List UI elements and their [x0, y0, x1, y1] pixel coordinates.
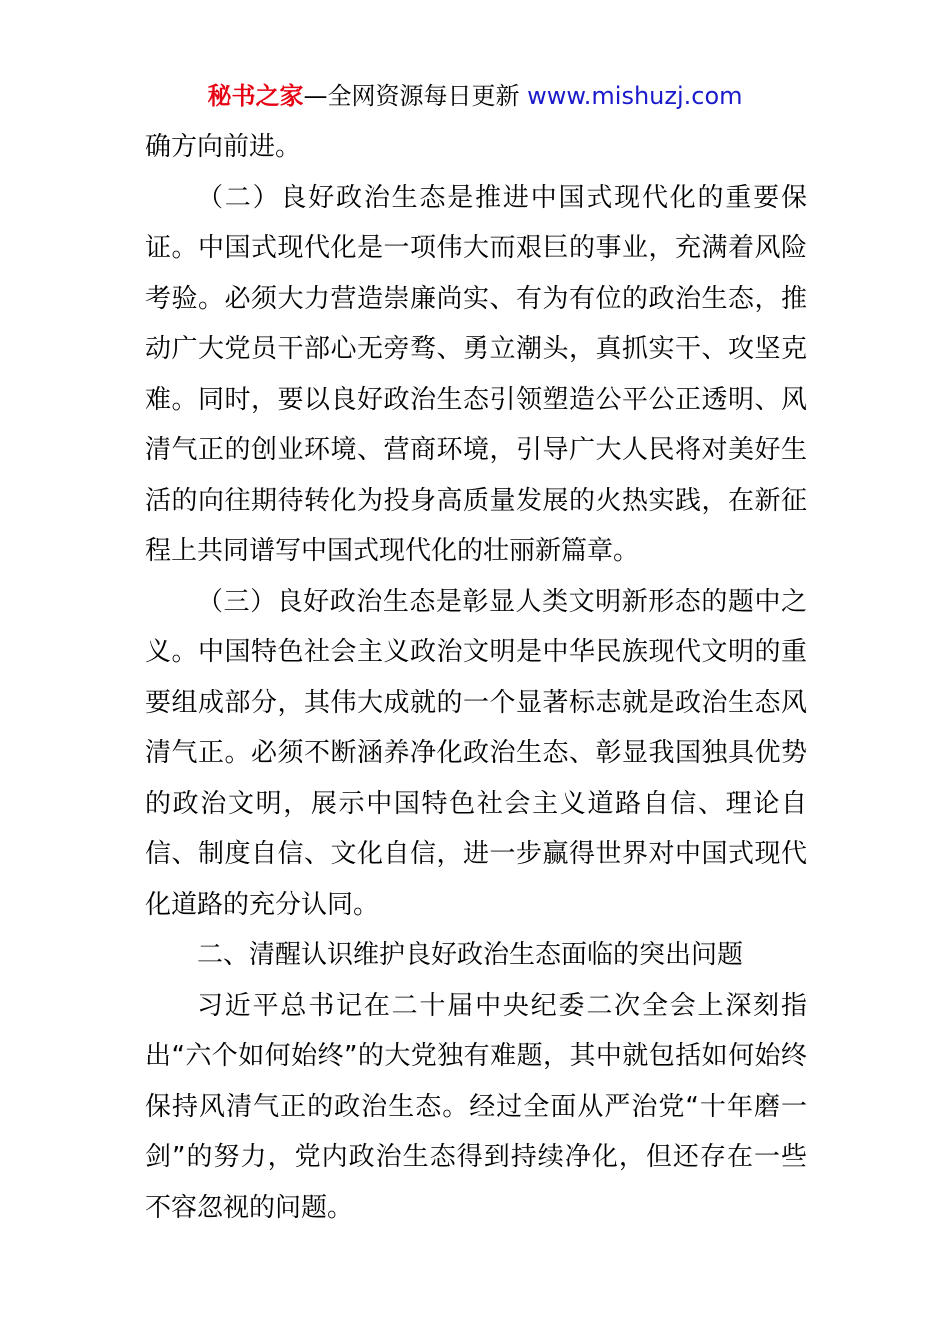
paragraph-continuation: 确方向前进。	[145, 132, 302, 162]
brand-name: 秘书之家	[207, 82, 304, 110]
document-body	[145, 122, 807, 1233]
page-header	[0, 78, 950, 114]
header-tagline: —全网资源每日更新	[303, 82, 520, 110]
paragraph-section-3: （三）良好政治生态是彰显人类文明新形态的题中之义。中国特色社会主义政治文明是中华民族现代文明的重要组成部分，其伟大成就的一个显著标志就是政治生态风清气正。必须不断涵养净化政治生态、彰显我国独具优势的政治文明，展示中国特色社会主义道路自信、理论自信、制度自信、文化自信，进一步赢得世界对中国式现代化道路的充分认同。	[145, 586, 807, 920]
paragraph-intro: 习近平总书记在二十届中央纪委二次全会上深刻指出“六个如何始终”的大党独有难题，其中就包括如何始终保持风清气正的政治生态。经过全面从严治党“十年磨一剑”的努力，党内政治生态得到持续净化，但还存在一些不容忽视的问题。	[145, 990, 807, 1223]
section-heading: 二、清醒认识维护良好政治生态面临的突出问题	[197, 940, 744, 970]
site-link[interactable]: www.mishuzj.com	[527, 82, 743, 110]
paragraph-section-2: （二）良好政治生态是推进中国式现代化的重要保证。中国式现代化是一项伟大而艰巨的事业，充满着风险考验。必须大力营造崇廉尚实、有为有位的政治生态，推动广大党员干部心无旁骛、勇立潮头，真抓实干、攻坚克难。同时，要以良好政治生态引领塑造公平公正透明、风清气正的创业环境、营商环境，引导广大人民将对美好生活的向往期待转化为投身高质量发展的火热实践，在新征程上共同谱写中国式现代化的壮丽新篇章。	[145, 182, 807, 566]
